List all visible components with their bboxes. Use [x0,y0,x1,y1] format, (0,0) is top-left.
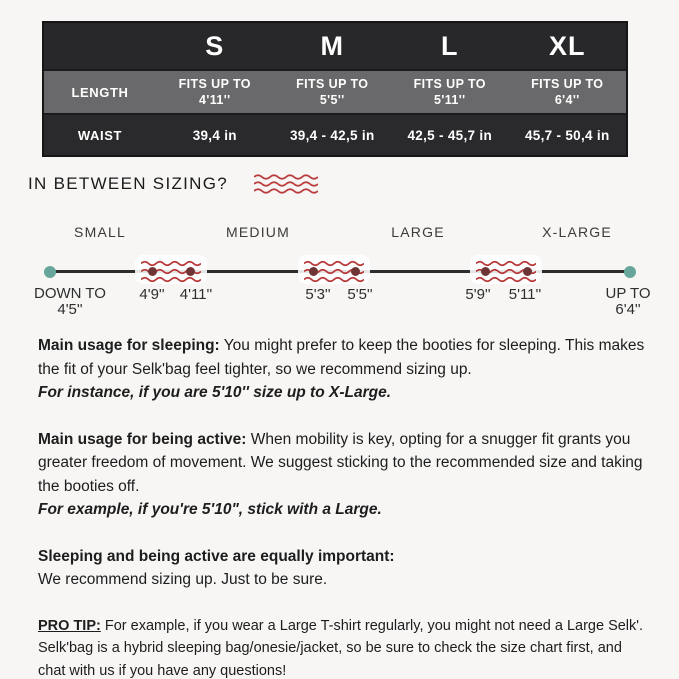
tick-label-5-11: 5'11'' [508,286,542,303]
tick-dot-4-11 [186,267,195,276]
range-label-xlarge: X-LARGE [542,224,612,240]
length-cell-xl [509,71,627,113]
start-label-line2: 4'5'' [57,301,83,318]
tick-dot-4-9 [148,267,157,276]
sleeping-paragraph [38,334,646,381]
fits-up-to-text: FITS UP TO [296,76,369,91]
active-paragraph [38,428,646,499]
range-label-medium: MEDIUM [226,224,290,240]
size-column-m: M [320,30,344,61]
height-timeline [0,222,679,337]
tick-label-4-11: 4'11'' [179,286,213,303]
length-value-l: 5'11'' [434,93,466,107]
waist-cell-m: 39,4 - 42,5 in [290,127,375,143]
equal-paragraph [38,545,646,592]
red-squiggle-icon [254,173,318,195]
pro-tip-body: For example, if you wear a Large T-shirt regularly, you might not need a Large Selk'. Selk'bag is a hybrid sleeping bag/onesie/jacket, so be sure to check the size chart first, and chat with us if you have any questions! [38,617,644,679]
waist-cell-xl: 45,7 - 50,4 in [525,127,610,143]
active-body: When mobility is key, opting for a snugger fit grants you greater freedom of movement. We suggest sticking to the recommended size and taking the booties off. [38,430,643,495]
end-label-line2: 6'4'' [615,301,641,318]
length-cell-s [156,71,274,113]
tick-label-5-5: 5'5'' [347,286,373,303]
tick-label-5-3: 5'3'' [305,286,331,303]
tick-label-4-9: 4'9'' [139,286,165,303]
section-heading: IN BETWEEN SIZING? [28,174,229,193]
start-label-line1: DOWN TO [34,285,106,302]
in-between-sizing-heading-row [28,173,318,195]
sleeping-lead: Main usage for sleeping: [38,337,220,354]
length-cell-l [391,71,509,113]
length-value-s: 4'11'' [199,93,231,107]
pro-tip-lead: PRO TIP: [38,617,101,634]
fits-up-to-text: FITS UP TO [531,76,604,91]
timeline-start-label [34,286,106,318]
timeline-start-dot [44,266,56,278]
tick-dot-5-3 [309,267,318,276]
fits-up-to-text: FITS UP TO [413,76,486,91]
size-column-xl: XL [548,30,586,61]
length-row [44,69,626,115]
length-value-m: 5'5'' [319,93,345,107]
equal-lead: Sleeping and being active are equally important: [38,547,395,565]
timeline-end-label [605,286,650,318]
waist-cell-l: 42,5 - 45,7 in [407,127,492,143]
equal-body: We recommend sizing up. Just to be sure. [38,571,328,588]
sleeping-note: For instance, if you are 5'10'' size up to X-Large. [38,384,392,401]
length-row-label: LENGTH [71,84,129,100]
timeline-end-dot [624,266,636,278]
usage-copy [38,334,646,679]
range-label-large: LARGE [391,224,445,240]
size-table-corner-cell [44,23,156,69]
waist-cell-s: 39,4 in [192,127,237,143]
length-value-xl: 6'4'' [554,93,580,107]
waist-row-label: WAIST [77,127,123,143]
size-table [42,21,628,157]
active-lead: Main usage for being active: [38,430,247,448]
waist-row [44,115,626,155]
tick-dot-5-5 [351,267,360,276]
fits-up-to-text: FITS UP TO [178,76,251,91]
end-label-line1: UP TO [605,285,651,302]
active-note: For example, if you're 5'10", stick with a Large. [38,501,382,518]
size-column-s: S [205,30,225,61]
tick-dot-5-11 [523,267,532,276]
length-cell-m [274,71,392,113]
pro-tip-paragraph [38,615,646,679]
tick-label-5-9: 5'9'' [465,286,491,303]
range-label-small: SMALL [74,224,126,240]
size-column-l: L [441,30,459,61]
size-table-header-row [44,23,626,69]
sleeping-body: You might prefer to keep the booties for sleeping. This makes the fit of your Selk'bag feel tighter, so we recommend sizing up. [38,337,645,378]
tick-dot-5-9 [481,267,490,276]
